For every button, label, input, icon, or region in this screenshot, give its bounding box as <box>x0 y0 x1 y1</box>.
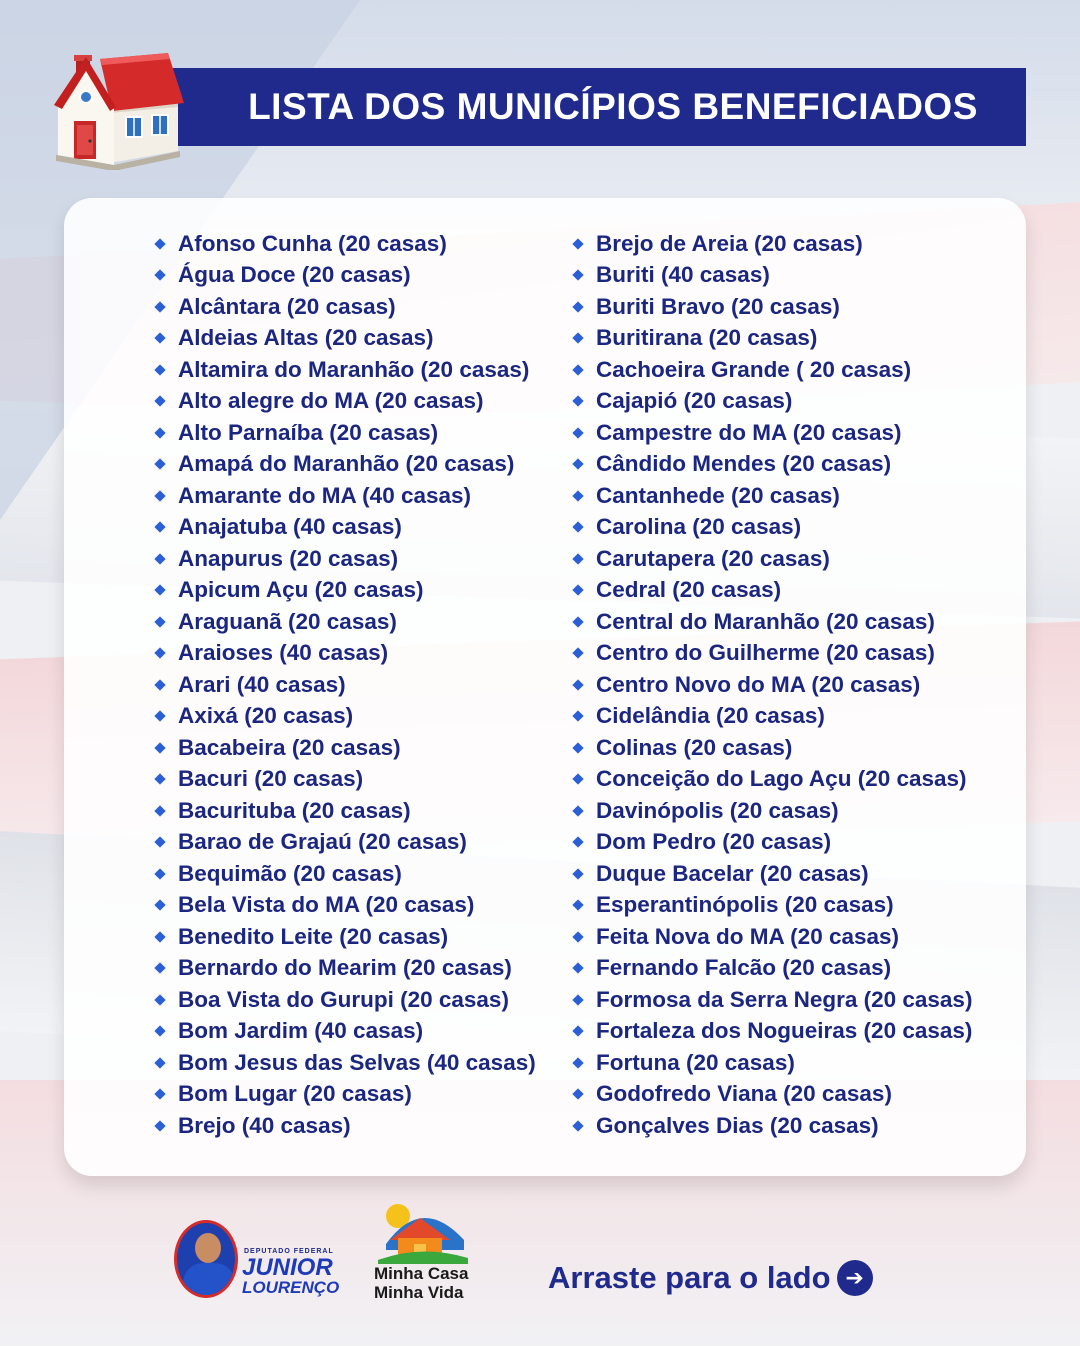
deputy-subtitle: DEPUTADO FEDERAL <box>244 1248 334 1255</box>
municipality-name: Alcântara (20 casas) <box>178 293 396 319</box>
list-item <box>572 638 972 670</box>
list-item <box>572 1047 972 1079</box>
municipality-name: Fortuna (20 casas) <box>596 1049 795 1075</box>
municipality-name: Boa Vista do Gurupi (20 casas) <box>178 986 509 1012</box>
municipality-name: Benedito Leite (20 casas) <box>178 923 449 949</box>
list-item <box>154 480 536 512</box>
municipality-name: Aldeias Altas (20 casas) <box>178 325 434 351</box>
municipality-name: Afonso Cunha (20 casas) <box>178 230 447 256</box>
list-item <box>572 890 972 922</box>
program-logo <box>372 1200 492 1310</box>
list-item <box>154 953 536 985</box>
municipality-name: Anapurus (20 casas) <box>178 545 399 571</box>
municipality-name: Cedral (20 casas) <box>596 577 782 603</box>
list-item <box>572 1016 972 1048</box>
municipality-name: Duque Bacelar (20 casas) <box>596 860 869 886</box>
diamond-bullet-icon <box>154 1057 165 1068</box>
list-item <box>572 575 972 607</box>
deputy-logo <box>174 1218 354 1308</box>
diamond-bullet-icon <box>154 900 165 911</box>
program-name-line2: Minha Vida <box>374 1283 464 1302</box>
diamond-bullet-icon <box>154 1089 165 1100</box>
municipality-name: Bom Jardim (40 casas) <box>178 1018 424 1044</box>
municipality-name: Colinas (20 casas) <box>596 734 793 760</box>
list-item <box>572 1110 972 1142</box>
diamond-bullet-icon <box>154 742 165 753</box>
municipality-name: Alto alegre do MA (20 casas) <box>178 388 484 414</box>
municipality-name: Bernardo do Mearim (20 casas) <box>178 955 512 981</box>
list-item <box>154 764 536 796</box>
diamond-bullet-icon <box>154 553 165 564</box>
diamond-bullet-icon <box>154 616 165 627</box>
list-item <box>154 890 536 922</box>
municipality-name: Axixá (20 casas) <box>178 703 354 729</box>
diamond-bullet-icon <box>154 994 165 1005</box>
list-item <box>154 260 536 292</box>
municipality-name: Alto Parnaíba (20 casas) <box>178 419 439 445</box>
list-item <box>154 386 536 418</box>
municipality-name: Bom Jesus das Selvas (40 casas) <box>178 1049 536 1075</box>
deputy-name-first: JUNIOR <box>242 1254 333 1281</box>
municipality-name: Campestre do MA (20 casas) <box>596 419 902 445</box>
list-item <box>572 606 972 638</box>
list-item <box>572 858 972 890</box>
municipality-name: Fortaleza dos Nogueiras (20 casas) <box>596 1018 973 1044</box>
diamond-bullet-icon <box>572 490 583 501</box>
program-house-icon <box>372 1200 472 1266</box>
municipality-name: Cantanhede (20 casas) <box>596 482 840 508</box>
municipality-name: Carutapera (20 casas) <box>596 545 830 571</box>
list-item <box>154 795 536 827</box>
list-item <box>154 921 536 953</box>
municipality-name: Centro do Guilherme (20 casas) <box>596 640 935 666</box>
municipality-name: Cajapió (20 casas) <box>596 388 793 414</box>
municipality-name: Dom Pedro (20 casas) <box>596 829 832 855</box>
list-item <box>154 512 536 544</box>
list-item <box>572 701 972 733</box>
diamond-bullet-icon <box>572 1026 583 1037</box>
diamond-bullet-icon <box>572 742 583 753</box>
list-item <box>572 921 972 953</box>
list-item <box>572 449 972 481</box>
diamond-bullet-icon <box>572 994 583 1005</box>
diamond-bullet-icon <box>154 364 165 375</box>
list-item <box>572 260 972 292</box>
diamond-bullet-icon <box>572 648 583 659</box>
list-item <box>572 417 972 449</box>
municipality-name: Bacabeira (20 casas) <box>178 734 401 760</box>
diamond-bullet-icon <box>572 1089 583 1100</box>
diamond-bullet-icon <box>572 238 583 249</box>
diamond-bullet-icon <box>572 396 583 407</box>
list-item <box>154 638 536 670</box>
municipality-name: Bom Lugar (20 casas) <box>178 1081 412 1107</box>
list-item <box>572 512 972 544</box>
diamond-bullet-icon <box>572 963 583 974</box>
list-item <box>572 732 972 764</box>
program-name-line1: Minha Casa <box>374 1264 469 1283</box>
diamond-bullet-icon <box>154 837 165 848</box>
list-item <box>154 732 536 764</box>
municipality-name: Feita Nova do MA (20 casas) <box>596 923 900 949</box>
swipe-hint[interactable] <box>548 1260 873 1296</box>
list-item <box>154 858 536 890</box>
diamond-bullet-icon <box>154 648 165 659</box>
list-item <box>154 417 536 449</box>
list-item <box>154 291 536 323</box>
deputy-avatar <box>174 1220 238 1298</box>
diamond-bullet-icon <box>572 774 583 785</box>
list-item <box>572 953 972 985</box>
diamond-bullet-icon <box>572 837 583 848</box>
municipality-name: Fernando Falcão (20 casas) <box>596 955 892 981</box>
diamond-bullet-icon <box>572 616 583 627</box>
diamond-bullet-icon <box>154 585 165 596</box>
municipality-name: Centro Novo do MA (20 casas) <box>596 671 921 697</box>
municipality-name: Anajatuba (40 casas) <box>178 514 402 540</box>
diamond-bullet-icon <box>154 459 165 470</box>
header-banner <box>130 68 1026 146</box>
diamond-bullet-icon <box>154 931 165 942</box>
diamond-bullet-icon <box>572 900 583 911</box>
municipality-name: Araguanã (20 casas) <box>178 608 397 634</box>
list-item <box>154 1110 536 1142</box>
list-item <box>572 291 972 323</box>
list-item <box>572 984 972 1016</box>
diamond-bullet-icon <box>154 679 165 690</box>
list-item <box>572 1079 972 1111</box>
diamond-bullet-icon <box>572 522 583 533</box>
diamond-bullet-icon <box>154 301 165 312</box>
municipality-name: Araioses (40 casas) <box>178 640 389 666</box>
diamond-bullet-icon <box>572 711 583 722</box>
diamond-bullet-icon <box>154 1120 165 1131</box>
diamond-bullet-icon <box>154 711 165 722</box>
diamond-bullet-icon <box>154 774 165 785</box>
municipality-name: Central do Maranhão (20 casas) <box>596 608 935 634</box>
diamond-bullet-icon <box>154 427 165 438</box>
swipe-label: Arraste para o lado <box>548 1260 831 1295</box>
diamond-bullet-icon <box>154 490 165 501</box>
municipality-name: Davinópolis (20 casas) <box>596 797 839 823</box>
diamond-bullet-icon <box>572 333 583 344</box>
list-item <box>154 354 536 386</box>
diamond-bullet-icon <box>154 333 165 344</box>
page-title: LISTA DOS MUNICÍPIOS BENEFICIADOS <box>248 86 978 127</box>
diamond-bullet-icon <box>572 585 583 596</box>
list-item <box>154 228 536 260</box>
diamond-bullet-icon <box>572 805 583 816</box>
municipality-name: Cidelândia (20 casas) <box>596 703 825 729</box>
municipality-name: Esperantinópolis (20 casas) <box>596 892 894 918</box>
municipality-name: Gonçalves Dias (20 casas) <box>596 1112 879 1138</box>
municipality-name: Bacuri (20 casas) <box>178 766 364 792</box>
list-item <box>154 323 536 355</box>
municipality-name: Cachoeira Grande ( 20 casas) <box>596 356 912 382</box>
diamond-bullet-icon <box>154 270 165 281</box>
list-item <box>572 764 972 796</box>
municipalities-list-left <box>154 228 536 1142</box>
municipality-name: Amapá do Maranhão (20 casas) <box>178 451 515 477</box>
diamond-bullet-icon <box>572 301 583 312</box>
municipality-name: Brejo de Areia (20 casas) <box>596 230 863 256</box>
municipalities-card <box>64 198 1026 1176</box>
diamond-bullet-icon <box>572 553 583 564</box>
municipality-name: Formosa da Serra Negra (20 casas) <box>596 986 973 1012</box>
list-item <box>572 354 972 386</box>
deputy-name-last: LOURENÇO <box>242 1278 340 1297</box>
diamond-bullet-icon <box>154 1026 165 1037</box>
municipality-name: Barao de Grajaú (20 casas) <box>178 829 467 855</box>
municipality-name: Água Doce (20 casas) <box>178 262 411 288</box>
diamond-bullet-icon <box>572 1057 583 1068</box>
municipality-name: Bela Vista do MA (20 casas) <box>178 892 475 918</box>
house-icon <box>50 45 188 170</box>
municipality-name: Buriti (40 casas) <box>596 262 770 288</box>
diamond-bullet-icon <box>154 396 165 407</box>
diamond-bullet-icon <box>572 427 583 438</box>
municipality-name: Altamira do Maranhão (20 casas) <box>178 356 530 382</box>
municipality-name: Bequimão (20 casas) <box>178 860 402 886</box>
list-item <box>572 323 972 355</box>
municipality-name: Arari (40 casas) <box>178 671 346 697</box>
list-item <box>154 1016 536 1048</box>
diamond-bullet-icon <box>154 805 165 816</box>
list-item <box>154 1079 536 1111</box>
list-item <box>154 575 536 607</box>
diamond-bullet-icon <box>154 868 165 879</box>
diamond-bullet-icon <box>154 238 165 249</box>
diamond-bullet-icon <box>572 364 583 375</box>
list-item <box>572 795 972 827</box>
list-item <box>154 543 536 575</box>
municipalities-list-right <box>572 228 972 1142</box>
diamond-bullet-icon <box>572 270 583 281</box>
diamond-bullet-icon <box>572 868 583 879</box>
list-item <box>154 669 536 701</box>
municipality-name: Godofredo Viana (20 casas) <box>596 1081 892 1107</box>
list-item <box>572 543 972 575</box>
municipality-name: Buritirana (20 casas) <box>596 325 818 351</box>
municipality-name: Brejo (40 casas) <box>178 1112 351 1138</box>
list-item <box>154 984 536 1016</box>
list-item <box>154 827 536 859</box>
diamond-bullet-icon <box>572 459 583 470</box>
municipality-name: Amarante do MA (40 casas) <box>178 482 472 508</box>
municipality-name: Carolina (20 casas) <box>596 514 802 540</box>
municipality-name: Apicum Açu (20 casas) <box>178 577 424 603</box>
diamond-bullet-icon <box>154 963 165 974</box>
list-item <box>154 449 536 481</box>
list-item <box>572 669 972 701</box>
list-item <box>572 827 972 859</box>
diamond-bullet-icon <box>154 522 165 533</box>
list-item <box>572 228 972 260</box>
diamond-bullet-icon <box>572 1120 583 1131</box>
list-item <box>154 1047 536 1079</box>
municipality-name: Bacurituba (20 casas) <box>178 797 411 823</box>
list-item <box>572 386 972 418</box>
list-item <box>154 701 536 733</box>
municipality-name: Buriti Bravo (20 casas) <box>596 293 840 319</box>
municipality-name: Conceição do Lago Açu (20 casas) <box>596 766 967 792</box>
diamond-bullet-icon <box>572 931 583 942</box>
diamond-bullet-icon <box>572 679 583 690</box>
municipality-name: Cândido Mendes (20 casas) <box>596 451 892 477</box>
list-item <box>572 480 972 512</box>
arrow-right-circle-icon[interactable]: ➔ <box>837 1260 873 1296</box>
list-item <box>154 606 536 638</box>
